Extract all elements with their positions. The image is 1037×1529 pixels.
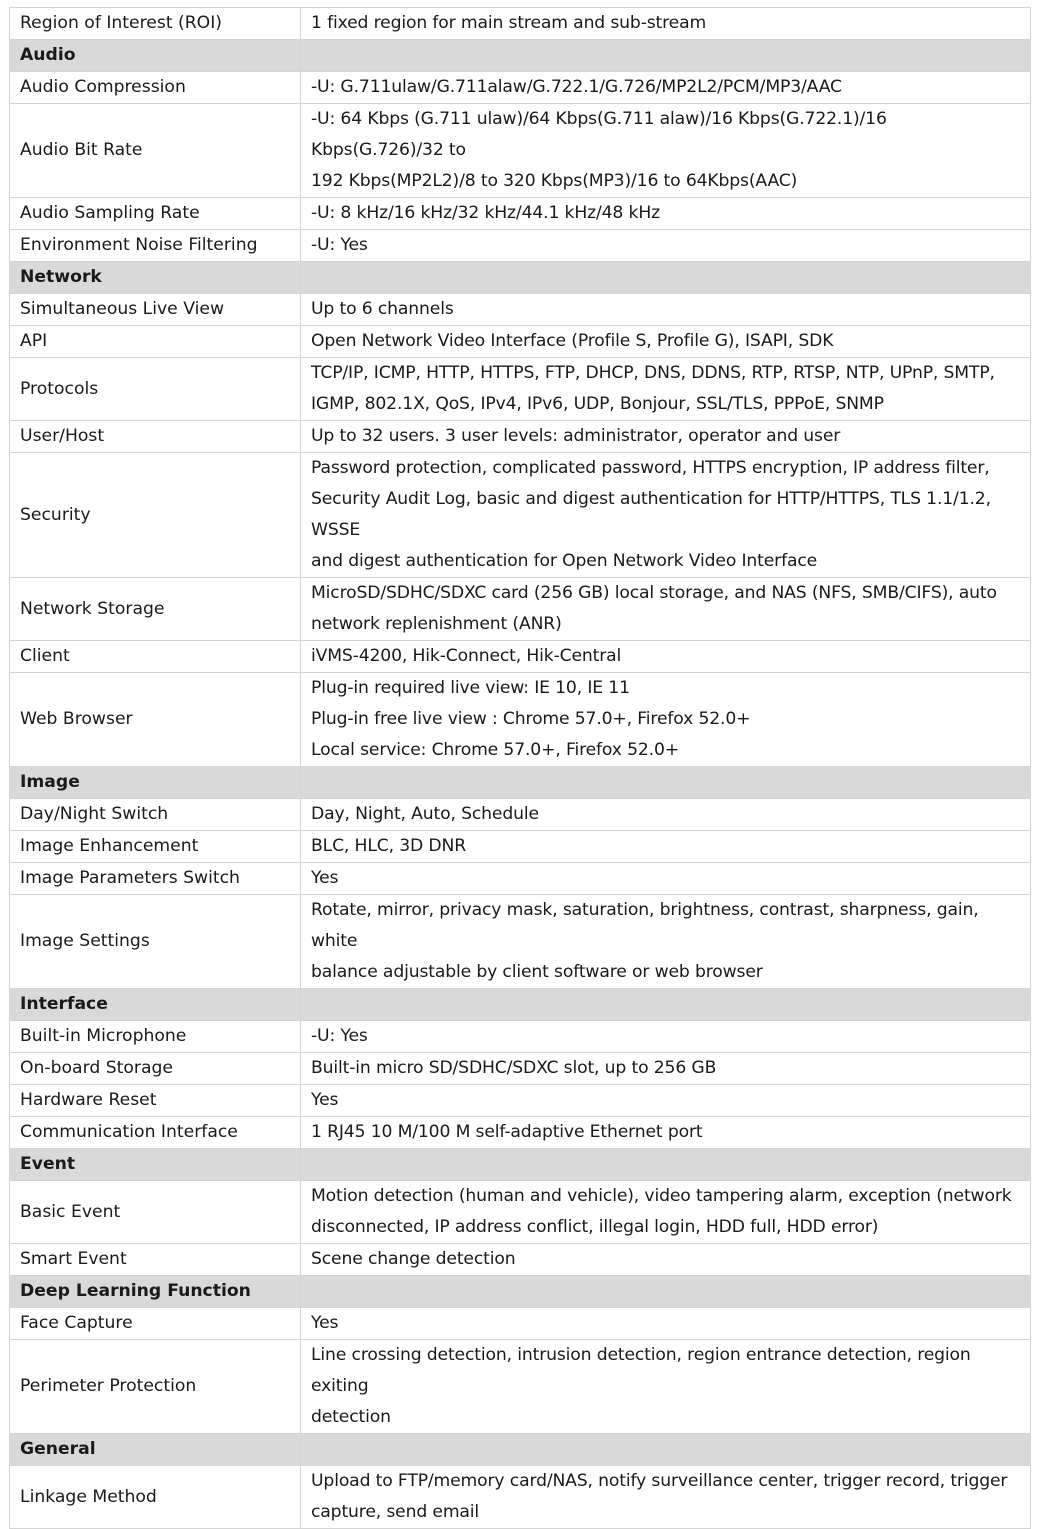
- spec-row: [10, 831, 1031, 863]
- spec-value-line: and digest authentication for Open Network Video Interface: [311, 551, 818, 571]
- spec-value-line: 192 Kbps(MP2L2)/8 to 320 Kbps(MP3)/16 to 64Kbps(AAC): [311, 171, 798, 191]
- spec-label: Network Storage: [10, 578, 301, 641]
- spec-value-line: -U: 8 kHz/16 kHz/32 kHz/44.1 kHz/48 kHz: [311, 203, 660, 223]
- spec-row: [10, 673, 1031, 767]
- spec-row: [10, 72, 1031, 104]
- spec-row: [10, 1308, 1031, 1340]
- spec-value-line: Plug-in required live view: IE 10, IE 11: [311, 678, 630, 698]
- spec-value-line: disconnected, IP address conflict, illegal login, HDD full, HDD error): [311, 1217, 879, 1237]
- spec-label: Protocols: [10, 358, 301, 421]
- section-filler: [301, 989, 1031, 1021]
- spec-value-line: -U: G.711ulaw/G.711alaw/G.722.1/G.726/MP2L2/PCM/MP3/AAC: [311, 77, 842, 97]
- spec-row: [10, 230, 1031, 262]
- spec-value-line: Local service: Chrome 57.0+, Firefox 52.0+: [311, 740, 680, 760]
- spec-label: Day/Night Switch: [10, 799, 301, 831]
- spec-label: Audio Bit Rate: [10, 104, 301, 198]
- spec-row: [10, 1244, 1031, 1276]
- section-filler: [301, 1149, 1031, 1181]
- spec-value-line: Built-in micro SD/SDHC/SDXC slot, up to 256 GB: [311, 1058, 717, 1078]
- spec-value-line: TCP/IP, ICMP, HTTP, HTTPS, FTP, DHCP, DNS, DDNS, RTP, RTSP, NTP, UPnP, SMTP,: [311, 363, 995, 383]
- section-title: Deep Learning Function: [10, 1276, 301, 1308]
- spec-value-line: Rotate, mirror, privacy mask, saturation, brightness, contrast, sharpness, gain, white: [311, 900, 979, 951]
- spec-label: Audio Compression: [10, 72, 301, 104]
- spec-label: Smart Event: [10, 1244, 301, 1276]
- spec-row: [10, 1181, 1031, 1244]
- spec-value: [301, 1053, 1031, 1085]
- spec-label: Environment Noise Filtering: [10, 230, 301, 262]
- spec-value: [301, 578, 1031, 641]
- spec-label: Built-in Microphone: [10, 1021, 301, 1053]
- spec-table-body: [10, 8, 1031, 1529]
- spec-label: Communication Interface: [10, 1117, 301, 1149]
- spec-value: [301, 1340, 1031, 1434]
- section-title: Interface: [10, 989, 301, 1021]
- section-filler: [301, 40, 1031, 72]
- spec-value: [301, 294, 1031, 326]
- section-filler: [301, 1434, 1031, 1466]
- section-filler: [301, 262, 1031, 294]
- spec-value-line: 1 RJ45 10 M/100 M self-adaptive Ethernet port: [311, 1122, 703, 1142]
- spec-value: [301, 799, 1031, 831]
- spec-value-line: -U: Yes: [311, 1026, 368, 1046]
- spec-row: [10, 421, 1031, 453]
- spec-value-line: -U: Yes: [311, 235, 368, 255]
- spec-value: [301, 1244, 1031, 1276]
- spec-label: Basic Event: [10, 1181, 301, 1244]
- spec-value-line: BLC, HLC, 3D DNR: [311, 836, 466, 856]
- spec-row: [10, 641, 1031, 673]
- spec-label: Face Capture: [10, 1308, 301, 1340]
- section-title: Image: [10, 767, 301, 799]
- section-header-row: [10, 1276, 1031, 1308]
- spec-label: API: [10, 326, 301, 358]
- section-filler: [301, 767, 1031, 799]
- spec-value-line: IGMP, 802.1X, QoS, IPv4, IPv6, UDP, Bonjour, SSL/TLS, PPPoE, SNMP: [311, 394, 884, 414]
- spec-value: [301, 1117, 1031, 1149]
- spec-value-line: Security Audit Log, basic and digest authentication for HTTP/HTTPS, TLS 1.1/1.2, WSSE: [311, 489, 991, 540]
- spec-value: [301, 104, 1031, 198]
- spec-value-line: Yes: [311, 1313, 339, 1333]
- spec-label: Client: [10, 641, 301, 673]
- spec-row: [10, 1340, 1031, 1434]
- spec-value: [301, 1021, 1031, 1053]
- spec-label: Simultaneous Live View: [10, 294, 301, 326]
- spec-value-line: Motion detection (human and vehicle), video tampering alarm, exception (network: [311, 1186, 1012, 1206]
- section-header-row: [10, 40, 1031, 72]
- section-header-row: [10, 1434, 1031, 1466]
- spec-value-line: Yes: [311, 868, 339, 888]
- spec-row: [10, 895, 1031, 989]
- spec-row: [10, 326, 1031, 358]
- spec-value-line: MicroSD/SDHC/SDXC card (256 GB) local storage, and NAS (NFS, SMB/CIFS), auto: [311, 583, 997, 603]
- spec-value: [301, 358, 1031, 421]
- spec-value-line: network replenishment (ANR): [311, 614, 562, 634]
- spec-label: Hardware Reset: [10, 1085, 301, 1117]
- spec-row: [10, 104, 1031, 198]
- spec-label: Web Browser: [10, 673, 301, 767]
- spec-value-line: capture, send email: [311, 1502, 480, 1522]
- spec-value: [301, 895, 1031, 989]
- section-filler: [301, 1276, 1031, 1308]
- section-header-row: [10, 989, 1031, 1021]
- spec-value-line: Upload to FTP/memory card/NAS, notify surveillance center, trigger record, trigger: [311, 1471, 1008, 1491]
- spec-table: [9, 7, 1031, 1529]
- spec-label: Image Settings: [10, 895, 301, 989]
- spec-label: Security: [10, 453, 301, 578]
- spec-value-line: Plug-in free live view : Chrome 57.0+, Firefox 52.0+: [311, 709, 751, 729]
- spec-value: [301, 8, 1031, 40]
- spec-label: Linkage Method: [10, 1466, 301, 1529]
- spec-value-line: -U: 64 Kbps (G.711 ulaw)/64 Kbps(G.711 alaw)/16 Kbps(G.722.1)/16 Kbps(G.726)/32 to: [311, 109, 887, 160]
- section-header-row: [10, 1149, 1031, 1181]
- spec-value-line: Up to 6 channels: [311, 299, 454, 319]
- section-header-row: [10, 262, 1031, 294]
- spec-value: [301, 1466, 1031, 1529]
- spec-value: [301, 863, 1031, 895]
- spec-value: [301, 831, 1031, 863]
- spec-row: [10, 8, 1031, 40]
- spec-label: User/Host: [10, 421, 301, 453]
- spec-value: [301, 421, 1031, 453]
- spec-value: [301, 1085, 1031, 1117]
- spec-row: [10, 1085, 1031, 1117]
- spec-row: [10, 1117, 1031, 1149]
- section-header-row: [10, 767, 1031, 799]
- spec-value-line: 1 fixed region for main stream and sub-stream: [311, 13, 707, 33]
- spec-row: [10, 1053, 1031, 1085]
- spec-value: [301, 198, 1031, 230]
- section-title: Network: [10, 262, 301, 294]
- spec-value: [301, 1181, 1031, 1244]
- spec-value-line: Yes: [311, 1090, 339, 1110]
- spec-row: [10, 453, 1031, 578]
- section-title: Audio: [10, 40, 301, 72]
- spec-label: Perimeter Protection: [10, 1340, 301, 1434]
- spec-row: [10, 294, 1031, 326]
- spec-value: [301, 641, 1031, 673]
- spec-label: Audio Sampling Rate: [10, 198, 301, 230]
- spec-value-line: Password protection, complicated password, HTTPS encryption, IP address filter,: [311, 458, 990, 478]
- spec-value-line: Day, Night, Auto, Schedule: [311, 804, 539, 824]
- spec-value-line: iVMS-4200, Hik-Connect, Hik-Central: [311, 646, 622, 666]
- section-title: Event: [10, 1149, 301, 1181]
- spec-value-line: Scene change detection: [311, 1249, 516, 1269]
- spec-value: [301, 1308, 1031, 1340]
- spec-row: [10, 1021, 1031, 1053]
- spec-value-line: Open Network Video Interface (Profile S, Profile G), ISAPI, SDK: [311, 331, 834, 351]
- spec-label: Image Parameters Switch: [10, 863, 301, 895]
- spec-value-line: balance adjustable by client software or web browser: [311, 962, 763, 982]
- spec-label: On-board Storage: [10, 1053, 301, 1085]
- spec-label: Image Enhancement: [10, 831, 301, 863]
- spec-row: [10, 578, 1031, 641]
- spec-value-line: detection: [311, 1407, 391, 1427]
- spec-row: [10, 863, 1031, 895]
- spec-value: [301, 673, 1031, 767]
- spec-value: [301, 230, 1031, 262]
- spec-value: [301, 453, 1031, 578]
- spec-row: [10, 1466, 1031, 1529]
- spec-value-line: Line crossing detection, intrusion detection, region entrance detection, region exiting: [311, 1345, 971, 1396]
- spec-row: [10, 198, 1031, 230]
- spec-value: [301, 72, 1031, 104]
- spec-value-line: Up to 32 users. 3 user levels: administrator, operator and user: [311, 426, 841, 446]
- spec-row: [10, 799, 1031, 831]
- spec-label: Region of Interest (ROI): [10, 8, 301, 40]
- spec-value: [301, 326, 1031, 358]
- spec-row: [10, 358, 1031, 421]
- section-title: General: [10, 1434, 301, 1466]
